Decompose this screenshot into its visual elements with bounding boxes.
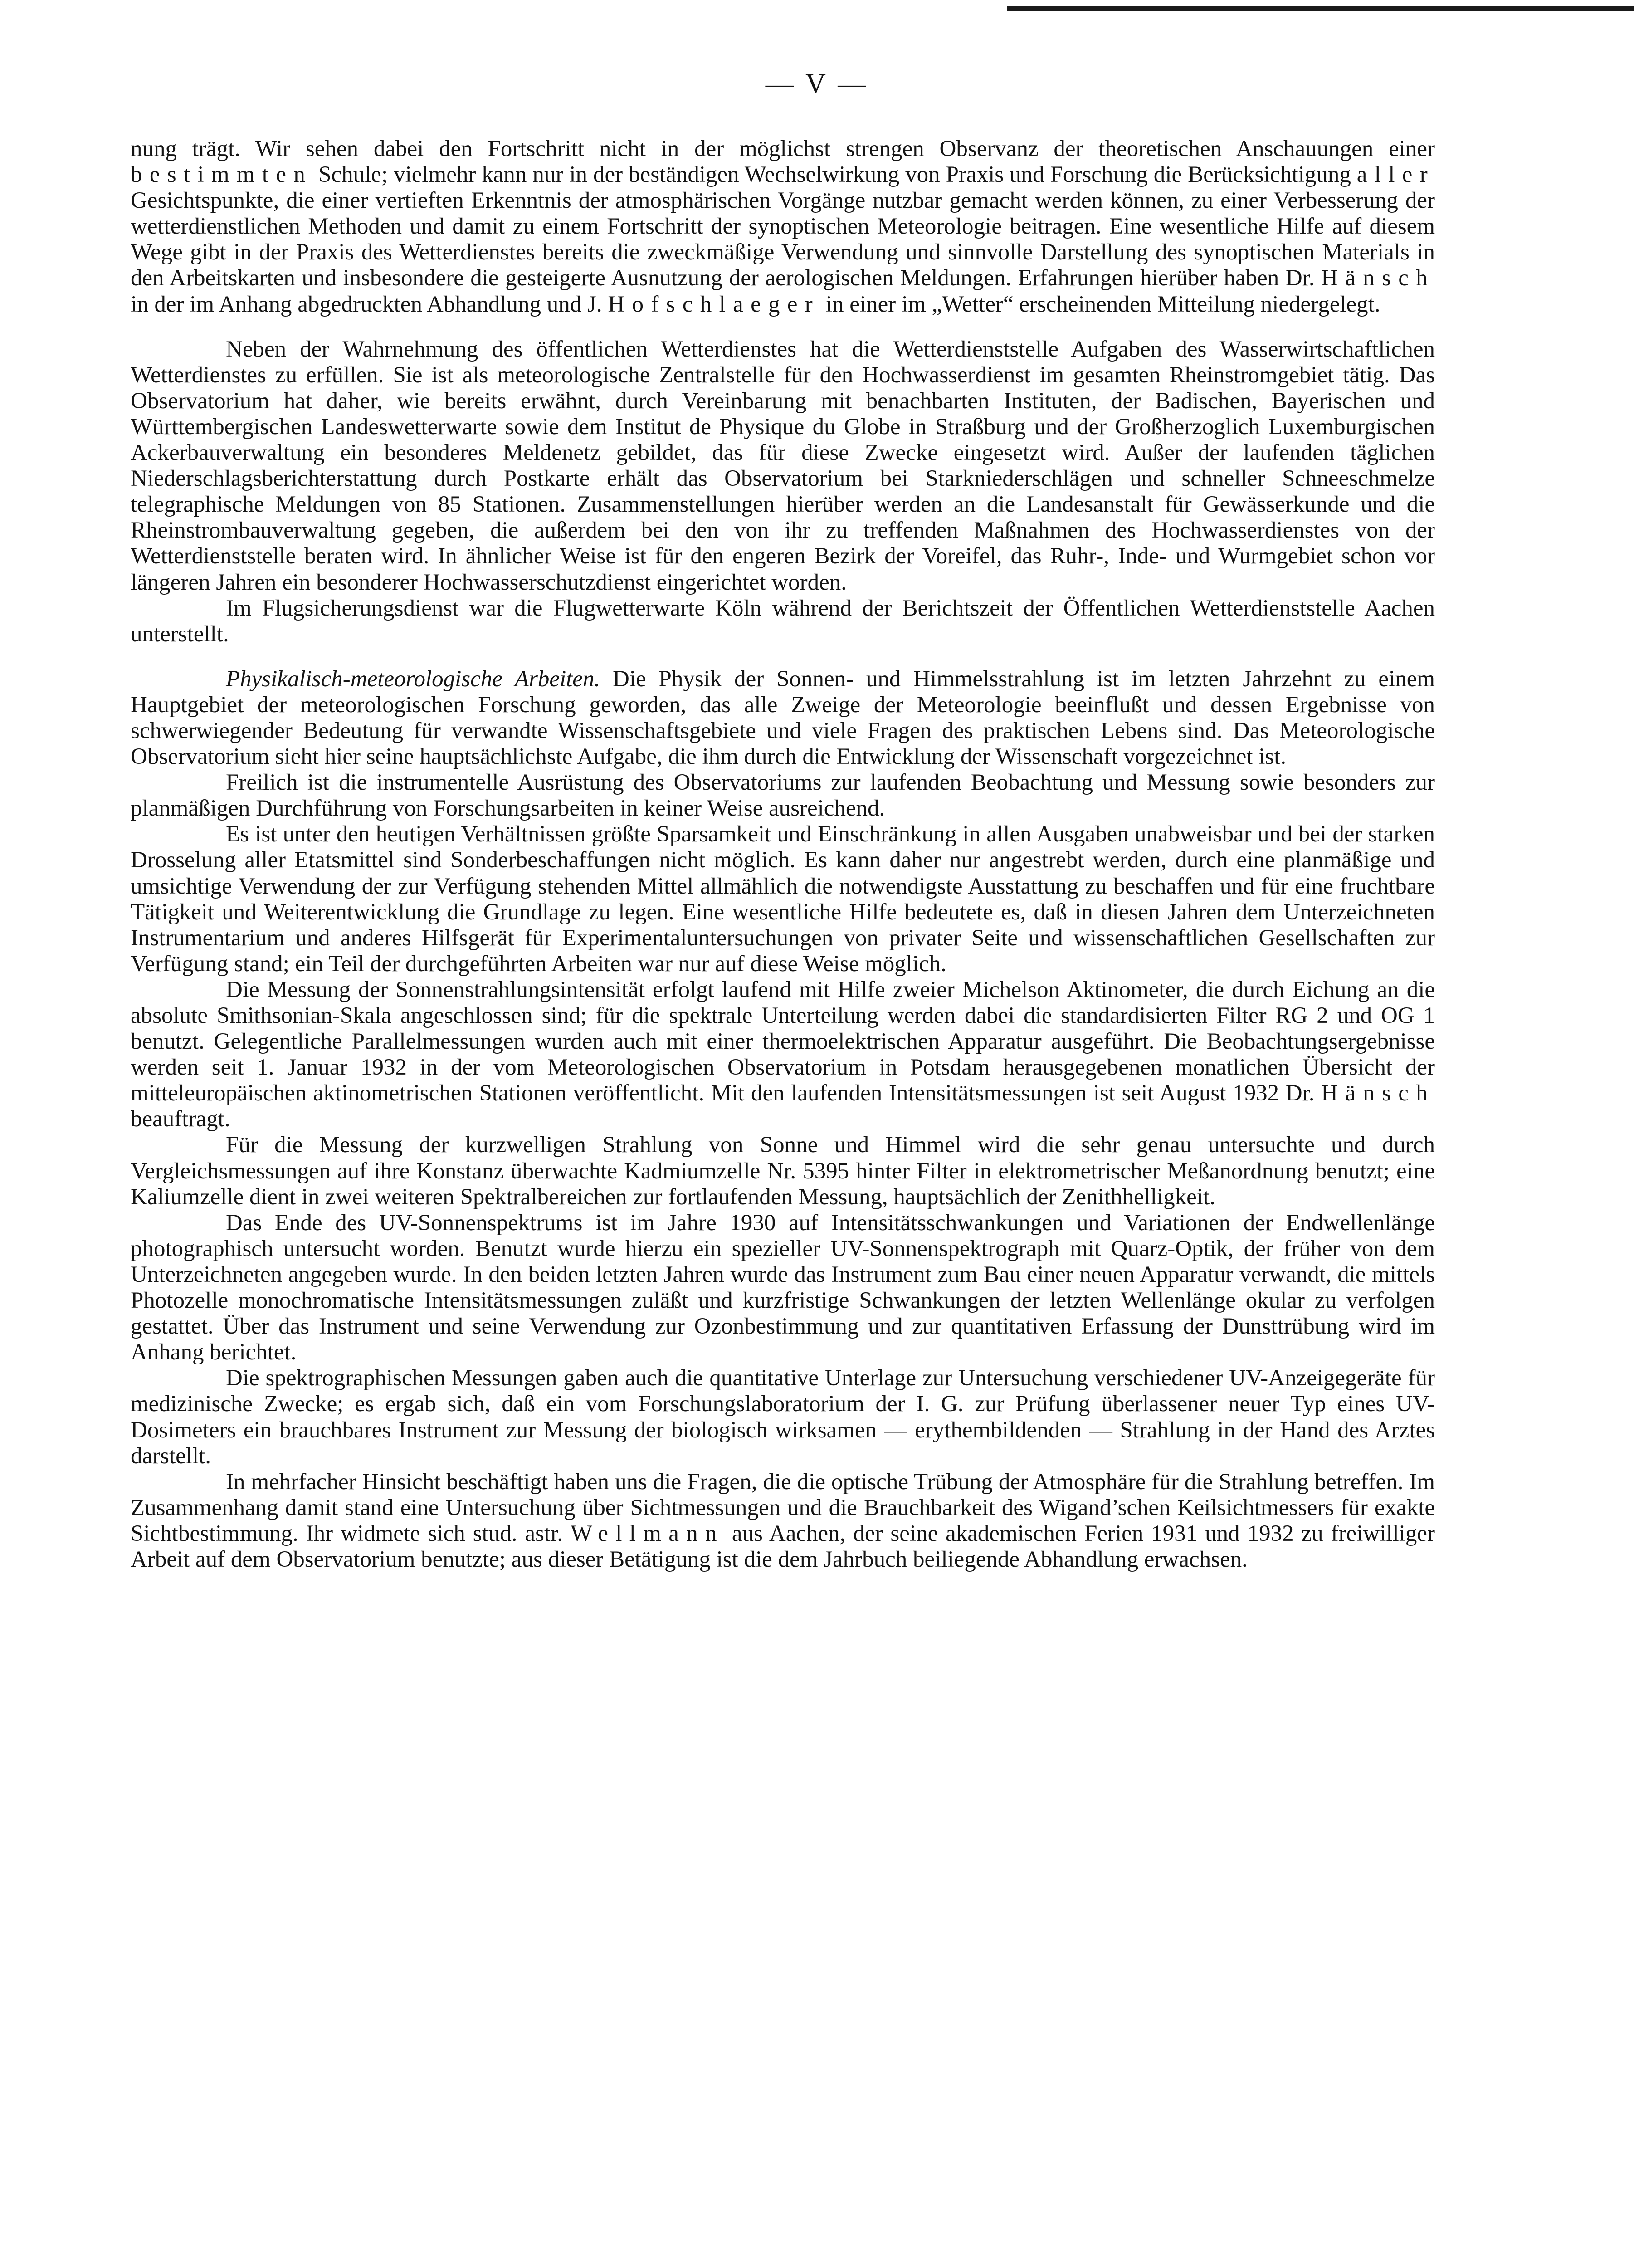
emphasized-name: Hänsch [1321,1080,1435,1106]
paragraph-text: Für die Messung der kurzwelligen Strahlung von Sonne und Himmel wird die sehr genau untersuchte und durch Vergleichsmessungen auf ihre Konstanz überwachte Kadmiumzelle Nr. 5395 hinter Filter in elektrometrischer Meßanordnung benutzt; eine Kaliumzelle dient in zwei weiteren Spektralbereichen zur fortlaufenden Messung, hauptsächlich der Zenithhelligkeit. [131,1132,1435,1210]
paragraph-text: Die spektrographischen Messungen gaben auch die quantitative Unterlage zur Untersuchung verschiedener UV-Anzeigegeräte für medizinische Zwecke; es ergab sich, daß ein vom Forschungslaboratorium der I. G. zur Prüfung überlassener neuer Typ eines UV-Dosimeters ein brauchbares Instrument zur Messung der biologisch wirksamen — erythembildenden — Strahlung in der Hand des Arztes darstellt. [131,1365,1435,1469]
paragraph [131,1132,1435,1210]
paragraph-text: Gesichtspunkte, die einer vertieften Erkenntnis der atmosphärischen Vorgänge nutzbar gemacht werden können, zu einer Verbesserung der wetterdienstlichen Methoden und damit zu einem Fortschritt der synoptischen Meteorologie beitragen. Eine wesentliche Hilfe auf diesem Wege gibt in der Praxis des Wetterdienstes bereits die zweckmäßige Verwendung und sinnvolle Darstellung des synoptischen Materials in den Arbeitskarten und insbesondere die gesteigerte Ausnutzung der aerologischen Meldungen. Erfahrungen hierüber haben Dr. [131,188,1435,291]
section-heading: Physikalisch-meteorologische Arbeiten. [226,666,600,692]
emphasized-name: Wellmann [570,1520,724,1546]
paragraph-text: Im Flugsicherungsdienst war die Flugwetterwarte Köln während der Berichtszeit der Öffentlichen Wetterdienststelle Aachen unterstellt. [131,595,1435,647]
paragraph-text: Freilich ist die instrumentelle Ausrüstung des Observatoriums zur laufenden Beobachtung und Messung sowie besonders zur planmäßigen Durchführung von Forschungsarbeiten in keiner Weise ausreichend. [131,770,1435,821]
paragraph [131,1469,1435,1573]
top-edge-rule [1007,6,1634,11]
paragraph-text: beauftragt. [131,1106,230,1132]
paragraph [131,977,1435,1133]
paragraph-text: Es ist unter den heutigen Verhältnissen größte Sparsamkeit und Einschränkung in allen Ausgaben unabweisbar und bei der starken Drosselung aller Etatsmittel sind Sonderbeschaffungen nicht möglich. Es kann daher nur angestrebt werden, durch eine planmäßige und umsichtige Verwendung der zur Verfügung stehenden Mittel allmählich die notwendigste Ausstattung zu beschaffen und für eine fruchtbare Tätigkeit und Weiterentwicklung die Grundlage zu legen. Eine wesentliche Hilfe bedeutete es, daß in diesen Jahren dem Unterzeichneten Instrumentarium und anderes Hilfsgerät für Experimentaluntersuchungen von privater Seite und wissenschaftlichen Gesellschaften zur Verfügung stand; ein Teil der durchgeführten Arbeiten war nur auf diese Weise möglich. [131,821,1435,977]
emphasized-name: Hänsch [1321,265,1435,291]
paragraph [131,1210,1435,1366]
paragraph-text: nung trägt. Wir sehen dabei den Fortschritt nicht in der möglichst strengen Observanz der theoretischen Anschauungen einer [131,136,1435,161]
page-number: — V — [765,68,869,99]
paragraph [131,1365,1435,1469]
emphasized-name: Hofschlaeger [608,291,820,317]
paragraph-text: Die Messung der Sonnenstrahlungsintensität erfolgt laufend mit Hilfe zweier Michelson Aktinometer, die durch Eichung an die absolute Smithsonian-Skala angeschlossen sind; für die spektrale Unterteilung werden dabei die standardisierten Filter RG 2 und OG 1 benutzt. Gelegentliche Parallelmessungen wurden auch mit einer thermoelektrischen Apparatur ausgeführt. Die Beobachtungsergebnisse werden seit 1. Januar 1932 in der vom Meteorologischen Observatorium in Potsdam herausgegebenen monatlichen Übersicht der mitteleuropäischen aktinometrischen Stationen veröffentlicht. Mit den laufenden Intensitätsmessungen ist seit August 1932 Dr. [131,977,1435,1106]
paragraph-text: Schule; vielmehr kann nur in der beständigen Wechselwirkung von Praxis und Forschung die Berücksichtigung [312,162,1357,188]
paragraph-text: Neben der Wahrnehmung des öffentlichen Wetterdienstes hat die Wetterdienststelle Aufgaben des Wasserwirtschaftlichen Wetterdienstes zu erfüllen. Sie ist als meteorologische Zentralstelle für den Hochwasserdienst im gesamten Rheinstromgebiet tätig. Das Observatorium hat daher, wie bereits erwähnt, durch Vereinbarung mit benachbarten Instituten, der Badischen, Bayerischen und Württembergischen Landeswetterwarte sowie dem Institut de Physique du Globe in Straßburg und der Großherzoglich Luxemburgischen Ackerbauverwaltung ein besonderes Meldenetz gebildet, das für diese Zwecke eingesetzt wird. Außer der laufenden täglichen Niederschlagsberichterstattung durch Postkarte erhält das Observatorium bei Starkniederschlägen und schneller Schneeschmelze telegraphische Meldungen von 85 Stationen. Zusammenstellungen hierüber werden an die Landesanstalt für Gewässerkunde und die Rheinstrombauverwaltung gegeben, die außerdem bei den von ihr zu treffenden Maßnahmen des Hochwasserdienstes von der Wetterdienststelle beraten wird. In ähnlicher Weise ist für den engeren Bezirk der Voreifel, das Ruhr-, Inde- und Wurmgebiet schon vor längeren Jahren ein besonderer Hochwasserschutzdienst eingerichtet worden. [131,336,1435,595]
paragraph [131,666,1435,770]
paragraph [131,337,1435,596]
paragraph-text: Die Physik der Sonnen- und Himmelsstrahlung ist im letzten Jahrzehnt zu einem Hauptgebiet der meteorologischen Forschung geworden, das alle Zweige der Meteorologie beeinflußt und dessen Ergebnisse von schwerwiegender Bedeutung für verwandte Wissenschaftsgebiete und viele Fragen des praktischen Lebens sind. Das Meteorologische Observatorium sieht hier seine hauptsächlichste Aufgabe, die ihm durch die Entwicklung der Wissenschaft vorgezeichnet ist. [131,666,1435,770]
paragraph [131,821,1435,977]
body-text [131,136,1435,1573]
paragraph-text: In mehrfacher Hinsicht beschäftigt haben uns die Fragen, die die optische Trübung der Atmosphäre für die Strahlung betreffen. Im Zusammenhang damit stand eine Untersuchung über Sichtmessungen und die Brauchbarkeit des Wigand’schen Keilsichtmessers für exakte Sichtbestimmung. Ihr widmete sich stud. astr. [131,1469,1435,1546]
emphasized-name: aller [1356,162,1435,188]
paragraph [131,136,1435,318]
paragraph-text: aus Aachen, der seine akademischen Ferien 1931 und 1932 zu freiwilliger Arbeit auf dem Observatorium benutzte; aus dieser Betätigung ist die dem Jahrbuch beiliegende Abhandlung erwachsen. [131,1520,1435,1572]
paragraph-text: in der im Anhang abgedruckten Abhandlung und J. [131,291,608,317]
paragraph [131,596,1435,647]
emphasized-name: bestimmten [131,162,313,188]
paragraph [131,770,1435,821]
paragraph-text: in einer im „Wetter“ erscheinenden Mitteilung niedergelegt. [820,291,1380,317]
paragraph-text: Das Ende des UV-Sonnenspektrums ist im Jahre 1930 auf Intensitätsschwankungen und Variationen der Endwellenlänge photographisch untersucht worden. Benutzt wurde hierzu ein spezieller UV-Sonnenspektrograph mit Quarz-Optik, der früher von dem Unterzeichneten angegeben wurde. In den beiden letzten Jahren wurde das Instrument zum Bau einer neuen Apparatur verwandt, die mittels Photozelle monochromatische Intensitätsmessungen zuläßt und kurzfristige Schwankungen der letzten Wellenlänge okular zu verfolgen gestattet. Über das Instrument und seine Verwendung zur Ozonbestimmung und zur quantitativen Erfassung der Dunsttrübung wird im Anhang berichtet. [131,1210,1435,1365]
